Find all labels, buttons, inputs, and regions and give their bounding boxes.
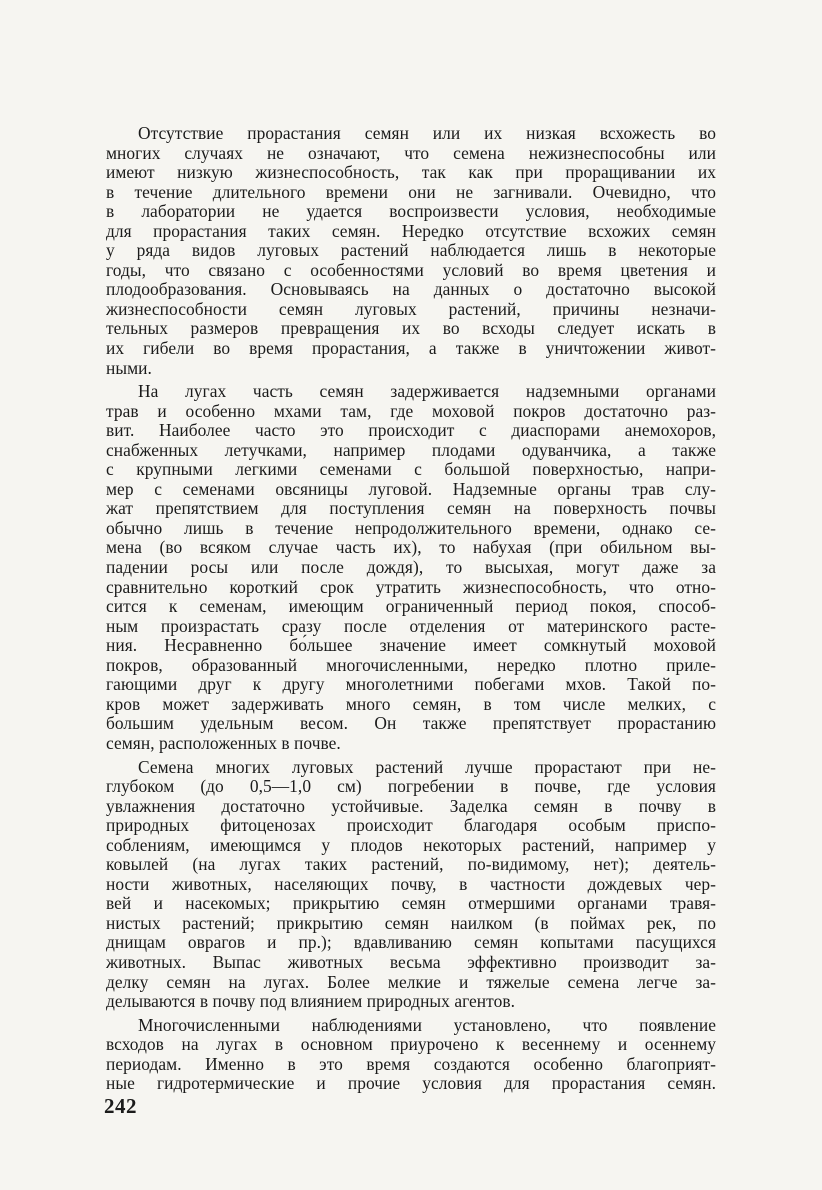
text-line: ными. [106, 357, 152, 378]
text-line: жизнеспособности семян луговых растений, причины незначи- [106, 298, 716, 319]
page-number: 242 [104, 1094, 137, 1118]
text-line: Семена многих луговых растений лучше прорастают при не- [138, 756, 716, 777]
text-line: в лаборатории не удается воспроизвести условия, необходимые [106, 201, 716, 222]
text-line: для прорастания таких семян. Нередко отсутствие всхожих семян [106, 220, 716, 241]
text-line: кров может задерживать много семян, в том числе мелких, с [106, 693, 716, 714]
text-line: трав и особенно мхами там, где моховой покров достаточно раз- [106, 400, 716, 421]
text-line: у ряда видов луговых растений наблюдается лишь в некоторые [106, 240, 716, 261]
text-line: сравнительно короткий срок утратить жизнеспособность, что отно- [106, 576, 716, 597]
text-line: нистых растений; прикрытию семян наилком (в поймах рек, по [106, 912, 716, 933]
text-line: ные гидротермические и прочие условия для прорастания семян. [106, 1073, 716, 1094]
text-line: Многочисленными наблюдениями установлено, что появление [138, 1014, 716, 1035]
text-line: имеют низкую жизнеспособность, так как при проращивании их [106, 162, 716, 183]
text-line: покров, образованный многочисленными, нередко плотно приле- [106, 654, 716, 675]
text-line: периодам. Именно в это время создаются особенно благоприят- [106, 1053, 716, 1074]
text-line: обычно лишь в течение непродолжительного времени, однако се- [106, 517, 716, 538]
text-line: в течение длительного времени они не загнивали. Очевидно, что [106, 181, 716, 202]
text-line: соблениям, имеющимся у плодов некоторых растений, например у [106, 834, 716, 855]
text-line: вей и насекомых; прикрытию семян отмершими органами травя- [106, 893, 716, 914]
paragraph [106, 382, 716, 753]
text-line: с крупными легкими семенами с большой поверхностью, напри- [106, 459, 716, 480]
text-line: падении росы или после дождя), то высыхая, могут даже за [106, 557, 716, 578]
text-line: гающими друг к другу многолетними побегами мхов. Такой по- [106, 674, 716, 695]
text-line: семян, расположенных в почве. [106, 732, 341, 753]
text-line: ным произрастать сразу после отделения от материнского расте- [106, 615, 716, 636]
text-line: сится к семенам, имеющим ограниченный период покоя, способ- [106, 596, 716, 617]
text-line: их гибели во время прорастания, а также в уничтожении живот- [106, 338, 716, 359]
text-line: животных. Выпас животных весьма эффективно производит за- [106, 951, 716, 972]
text-line: днищам оврагов и пр.); вдавливанию семян копытами пасущихся [106, 932, 716, 953]
paragraph [106, 758, 716, 1012]
text-line: ния. Несравненно бо́льшее значение имеет сомкнутый моховой [106, 635, 716, 656]
text-line: Отсутствие прорастания семян или их низкая всхожесть во [138, 123, 716, 143]
text-line: делываются в почву под влиянием природных агентов. [106, 991, 515, 1012]
text-line: природных фитоценозах происходит благодаря особым приспо- [106, 815, 716, 836]
body-text [106, 124, 716, 1098]
paragraph [106, 1016, 716, 1094]
text-line: глубоком (до 0,5—1,0 см) погребении в почве, где условия [106, 776, 716, 797]
text-line: увлажнения достаточно устойчивые. Заделка семян в почву в [106, 795, 716, 816]
text-line: мер с семенами овсяницы луговой. Надземные органы трав слу- [106, 478, 716, 499]
text-line: ности животных, населяющих почву, в частности дождевых чер- [106, 873, 716, 894]
text-line: тельных размеров превращения их во всходы следует искать в [106, 318, 716, 339]
text-line: мена (во всяком случае часть их), то набухая (при обильном вы- [106, 537, 716, 558]
text-line: всходов на лугах в основном приурочено к весеннему и осеннему [106, 1034, 716, 1055]
text-line: ковылей (на лугах таких растений, по-видимому, нет); деятель- [106, 854, 716, 875]
text-line: жат препятствием для поступления семян на поверхность почвы [106, 498, 716, 519]
paragraph [106, 124, 716, 378]
text-line: плодообразования. Основываясь на данных о достаточно высокой [106, 279, 716, 300]
text-line: вит. Наиболее часто это происходит с диаспорами анемохоров, [106, 420, 716, 441]
text-line: делку семян на лугах. Более мелкие и тяжелые семена легче за- [106, 971, 716, 992]
text-line: На лугах часть семян задерживается надземными органами [138, 381, 716, 402]
text-line: многих случаях не означают, что семена нежизнеспособны или [106, 142, 716, 163]
text-line: снабженных летучками, например плодами одуванчика, а также [106, 439, 716, 460]
text-line: годы, что связано с особенностями условий во время цветения и [106, 259, 716, 280]
text-line: большим удельным весом. Он также препятствует прорастанию [106, 713, 716, 734]
